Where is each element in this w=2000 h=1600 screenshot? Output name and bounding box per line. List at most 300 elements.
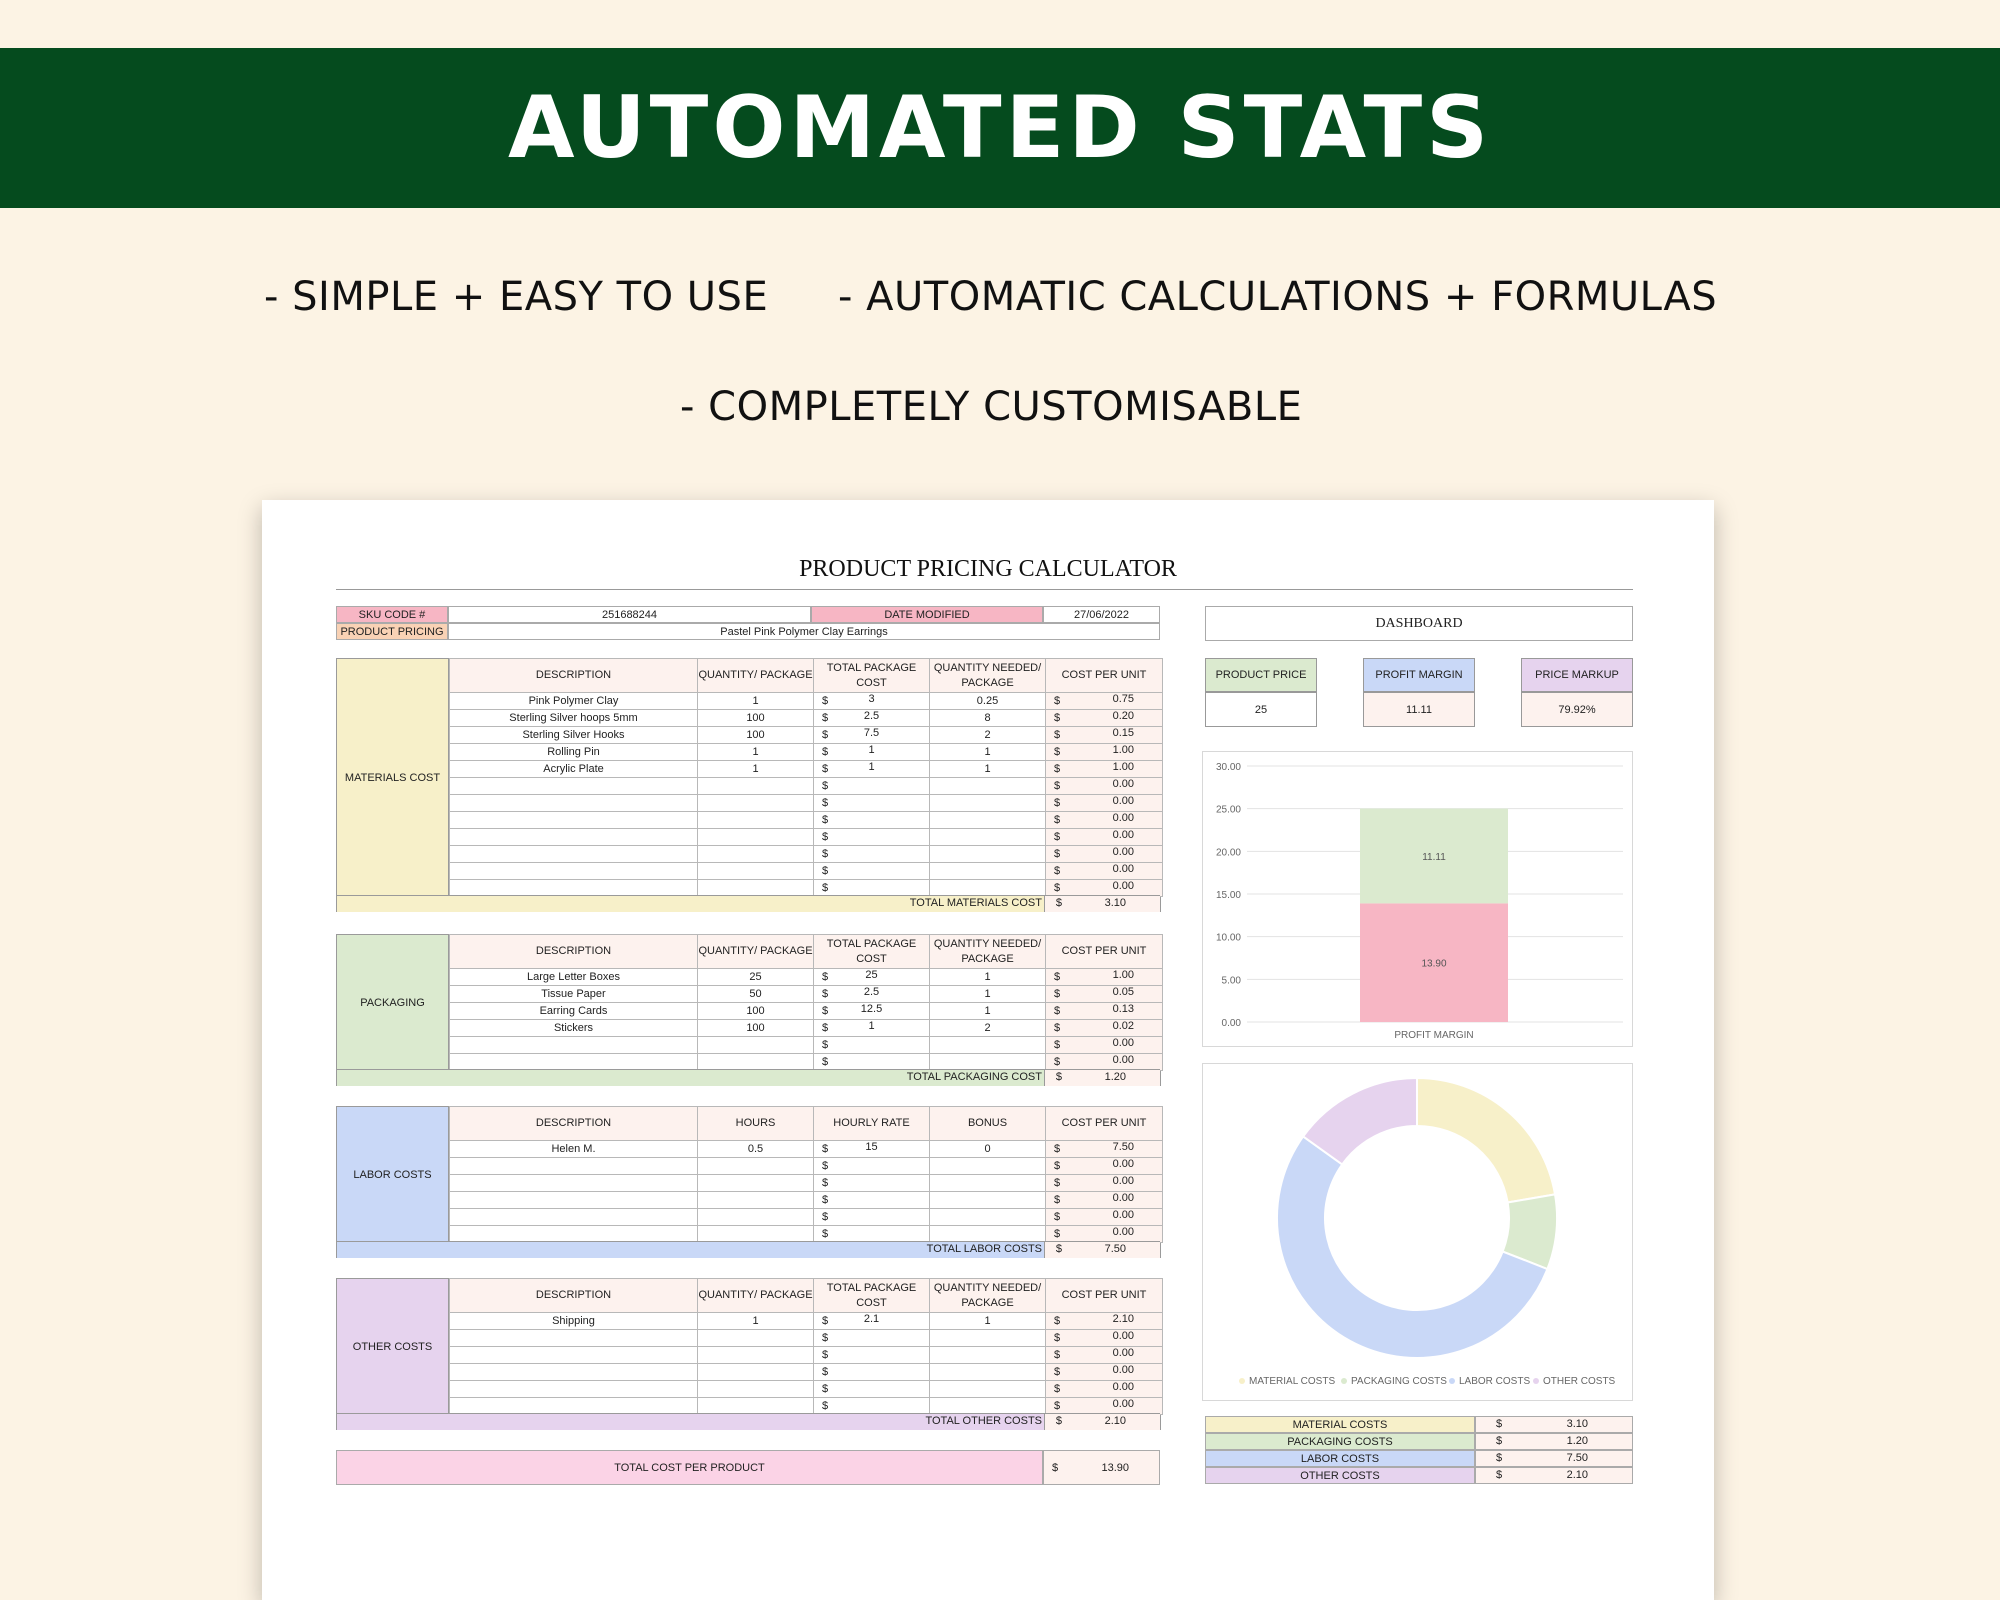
unit-cost-value: 0.00 bbox=[1112, 1226, 1134, 1238]
column-header: TOTAL PACKAGE COST bbox=[814, 1279, 930, 1313]
kpi-profit-margin-label: PROFIT MARGIN bbox=[1363, 658, 1475, 692]
summary-value: 1.20 bbox=[1566, 1435, 1588, 1447]
unit-cost-value: 0.00 bbox=[1112, 1209, 1134, 1221]
value-cell[interactable] bbox=[930, 1037, 1046, 1054]
table-row bbox=[450, 795, 1163, 812]
y-tick-label: 20.00 bbox=[1215, 847, 1241, 859]
currency-symbol: $ bbox=[822, 712, 829, 724]
currency-symbol: $ bbox=[1055, 1415, 1062, 1427]
unit-cost-value: 1.00 bbox=[1112, 761, 1134, 773]
value-cell[interactable] bbox=[930, 1364, 1046, 1381]
currency-cell[interactable] bbox=[814, 1175, 930, 1192]
value-cell[interactable]: 100 bbox=[698, 1003, 814, 1020]
currency-symbol: $ bbox=[1054, 729, 1061, 741]
currency-symbol: $ bbox=[822, 865, 829, 877]
currency-symbol: $ bbox=[1055, 897, 1062, 909]
column-header: DESCRIPTION bbox=[450, 659, 698, 693]
unit-cost-value: 2.10 bbox=[1112, 1313, 1134, 1325]
currency-symbol: $ bbox=[1496, 1469, 1503, 1481]
currency-symbol: $ bbox=[822, 746, 829, 758]
legend-label: OTHER COSTS bbox=[1543, 1376, 1616, 1387]
summary-value-cell bbox=[1475, 1450, 1633, 1467]
value-cell[interactable] bbox=[698, 863, 814, 880]
value-cell[interactable] bbox=[930, 880, 1046, 897]
currency-cell[interactable] bbox=[814, 1020, 930, 1037]
summary-row bbox=[1205, 1450, 1633, 1467]
sku-value[interactable]: 251688244 bbox=[448, 606, 811, 623]
currency-cell[interactable] bbox=[814, 778, 930, 795]
cost-per-unit-cell bbox=[1046, 710, 1163, 727]
value-cell[interactable] bbox=[930, 1209, 1046, 1226]
table-row bbox=[450, 1381, 1163, 1398]
currency-symbol: $ bbox=[1054, 712, 1061, 724]
value-cell[interactable] bbox=[930, 829, 1046, 846]
description-cell[interactable]: Rolling Pin bbox=[450, 744, 698, 761]
summary-label: OTHER COSTS bbox=[1205, 1467, 1475, 1484]
value-cell[interactable]: 1 bbox=[930, 1313, 1046, 1330]
summary-value: 2.10 bbox=[1566, 1469, 1588, 1481]
value-cell[interactable]: 1 bbox=[930, 761, 1046, 778]
cost-per-unit-cell bbox=[1046, 727, 1163, 744]
currency-symbol: $ bbox=[1054, 763, 1061, 775]
description-cell[interactable]: Tissue Paper bbox=[450, 986, 698, 1003]
currency-symbol: $ bbox=[822, 971, 829, 983]
currency-symbol: $ bbox=[822, 1022, 829, 1034]
summary-row bbox=[1205, 1416, 1633, 1433]
value-cell[interactable] bbox=[930, 1158, 1046, 1175]
description-cell[interactable] bbox=[450, 1330, 698, 1347]
description-cell[interactable] bbox=[450, 1364, 698, 1381]
package-cost-value: 2.5 bbox=[863, 710, 880, 722]
value-cell[interactable]: 2 bbox=[930, 1020, 1046, 1037]
value-cell[interactable] bbox=[698, 795, 814, 812]
value-cell[interactable]: 1 bbox=[698, 693, 814, 710]
currency-symbol: $ bbox=[822, 1366, 829, 1378]
cost-per-unit-cell bbox=[1046, 693, 1163, 710]
grand-total-label: TOTAL COST PER PRODUCT bbox=[336, 1450, 1043, 1485]
total-divider bbox=[1044, 896, 1045, 912]
value-cell[interactable] bbox=[930, 863, 1046, 880]
value-cell[interactable] bbox=[930, 1381, 1046, 1398]
currency-cell[interactable] bbox=[814, 1347, 930, 1364]
currency-symbol: $ bbox=[1054, 831, 1061, 843]
currency-symbol: $ bbox=[1054, 1056, 1061, 1068]
cost-per-unit-cell bbox=[1046, 863, 1163, 880]
currency-cell[interactable] bbox=[814, 1381, 930, 1398]
unit-cost-value: 0.00 bbox=[1112, 863, 1134, 875]
legend-item bbox=[1449, 1376, 1530, 1387]
currency-symbol: $ bbox=[822, 1143, 829, 1155]
package-cost-value: 2.1 bbox=[863, 1313, 880, 1325]
currency-symbol: $ bbox=[822, 1056, 829, 1068]
value-cell[interactable] bbox=[698, 846, 814, 863]
value-cell[interactable] bbox=[930, 778, 1046, 795]
value-cell[interactable] bbox=[930, 1192, 1046, 1209]
summary-label: MATERIAL COSTS bbox=[1205, 1416, 1475, 1433]
description-cell[interactable] bbox=[450, 829, 698, 846]
package-cost-value: 1 bbox=[868, 761, 875, 773]
summary-label: LABOR COSTS bbox=[1205, 1450, 1475, 1467]
table-row bbox=[450, 1003, 1163, 1020]
section-total-value: 1.20 bbox=[1104, 1071, 1126, 1083]
value-cell[interactable] bbox=[930, 1226, 1046, 1243]
description-cell[interactable] bbox=[450, 846, 698, 863]
cost-per-unit-cell bbox=[1046, 1175, 1163, 1192]
cost-per-unit-cell bbox=[1046, 986, 1163, 1003]
currency-cell[interactable] bbox=[814, 761, 930, 778]
value-cell[interactable] bbox=[698, 1226, 814, 1243]
value-cell[interactable] bbox=[930, 846, 1046, 863]
value-cell[interactable]: 1 bbox=[930, 969, 1046, 986]
value-cell[interactable] bbox=[930, 1054, 1046, 1071]
unit-cost-value: 0.02 bbox=[1112, 1020, 1134, 1032]
package-cost-value: 12.5 bbox=[860, 1003, 883, 1015]
dashboard-title: DASHBOARD bbox=[1205, 606, 1633, 641]
currency-cell[interactable] bbox=[814, 1364, 930, 1381]
value-cell[interactable] bbox=[930, 795, 1046, 812]
cost-summary-table bbox=[1205, 1416, 1633, 1484]
package-cost-value: 3 bbox=[868, 693, 875, 705]
value-cell[interactable] bbox=[698, 812, 814, 829]
value-cell[interactable]: 1 bbox=[698, 1313, 814, 1330]
column-header: COST PER UNIT bbox=[1046, 1107, 1163, 1141]
description-cell[interactable]: Sterling Silver Hooks bbox=[450, 727, 698, 744]
currency-cell[interactable] bbox=[814, 693, 930, 710]
kpi-product-price-value: 25 bbox=[1205, 692, 1317, 727]
unit-cost-value: 0.00 bbox=[1112, 846, 1134, 858]
grand-total-cell bbox=[1043, 1450, 1160, 1485]
section-other-costs bbox=[336, 1278, 1161, 1430]
legend-label: MATERIAL COSTS bbox=[1249, 1376, 1336, 1387]
currency-symbol: $ bbox=[1054, 1400, 1061, 1412]
description-cell[interactable]: Acrylic Plate bbox=[450, 761, 698, 778]
currency-symbol: $ bbox=[1054, 865, 1061, 877]
currency-symbol: $ bbox=[822, 848, 829, 860]
unit-cost-value: 0.00 bbox=[1112, 1054, 1134, 1066]
description-cell[interactable]: Helen M. bbox=[450, 1141, 698, 1158]
section-table bbox=[449, 934, 1163, 1071]
currency-symbol: $ bbox=[1054, 1332, 1061, 1344]
cost-per-unit-cell bbox=[1046, 1226, 1163, 1243]
description-cell[interactable]: Stickers bbox=[450, 1020, 698, 1037]
cost-per-unit-cell bbox=[1046, 1003, 1163, 1020]
currency-cell[interactable] bbox=[814, 1141, 930, 1158]
currency-symbol: $ bbox=[822, 1211, 829, 1223]
currency-cell[interactable] bbox=[814, 812, 930, 829]
table-row bbox=[450, 693, 1163, 710]
y-tick-label: 15.00 bbox=[1215, 890, 1241, 901]
cost-per-unit-cell bbox=[1046, 969, 1163, 986]
description-cell[interactable] bbox=[450, 812, 698, 829]
section-total-value: 7.50 bbox=[1104, 1243, 1126, 1255]
currency-symbol: $ bbox=[822, 729, 829, 741]
unit-cost-value: 0.00 bbox=[1112, 1192, 1134, 1204]
currency-cell[interactable] bbox=[814, 1313, 930, 1330]
currency-symbol: $ bbox=[1055, 1071, 1062, 1083]
currency-cell[interactable] bbox=[814, 1054, 930, 1071]
description-cell[interactable] bbox=[450, 1054, 698, 1071]
section-label: LABOR COSTS bbox=[337, 1107, 449, 1242]
currency-cell[interactable] bbox=[814, 1226, 930, 1243]
table-row bbox=[450, 1175, 1163, 1192]
cost-per-unit-cell bbox=[1046, 1347, 1163, 1364]
currency-symbol: $ bbox=[1054, 848, 1061, 860]
legend-swatch bbox=[1533, 1378, 1539, 1384]
feature-customisable: - COMPLETELY CUSTOMISABLE bbox=[680, 384, 1303, 430]
package-cost-value: 2.5 bbox=[863, 986, 880, 998]
column-header: HOURLY RATE bbox=[814, 1107, 930, 1141]
feature-simple: - SIMPLE + EASY TO USE bbox=[264, 274, 769, 320]
value-cell[interactable] bbox=[698, 1054, 814, 1071]
package-cost-value: 7.5 bbox=[863, 727, 880, 739]
column-header: QUANTITY/ PACKAGE bbox=[698, 1279, 814, 1313]
currency-symbol: $ bbox=[822, 763, 829, 775]
table-row bbox=[450, 880, 1163, 897]
description-cell[interactable]: Shipping bbox=[450, 1313, 698, 1330]
value-cell[interactable] bbox=[698, 1175, 814, 1192]
legend-label: LABOR COSTS bbox=[1459, 1376, 1531, 1387]
cost-per-unit-cell bbox=[1046, 744, 1163, 761]
column-header: QUANTITY NEEDED/ PACKAGE bbox=[930, 935, 1046, 969]
value-cell[interactable] bbox=[698, 1364, 814, 1381]
package-cost-value: 1 bbox=[868, 744, 875, 756]
description-cell[interactable] bbox=[450, 1209, 698, 1226]
bar-data-label: 13.90 bbox=[1421, 958, 1447, 970]
description-cell[interactable]: Large Letter Boxes bbox=[450, 969, 698, 986]
description-cell[interactable] bbox=[450, 778, 698, 795]
description-cell[interactable] bbox=[450, 1037, 698, 1054]
column-header: QUANTITY NEEDED/ PACKAGE bbox=[930, 659, 1046, 693]
total-divider bbox=[1044, 1414, 1045, 1430]
value-cell[interactable]: 0 bbox=[930, 1141, 1046, 1158]
cost-per-unit-cell bbox=[1046, 846, 1163, 863]
unit-cost-value: 0.00 bbox=[1112, 1330, 1134, 1342]
value-cell[interactable]: 50 bbox=[698, 986, 814, 1003]
kpi-price-markup-value: 79.92% bbox=[1521, 692, 1633, 727]
value-cell[interactable]: 25 bbox=[698, 969, 814, 986]
sku-label: SKU CODE # bbox=[336, 606, 448, 623]
column-header: TOTAL PACKAGE COST bbox=[814, 659, 930, 693]
legend-item bbox=[1341, 1376, 1447, 1387]
value-cell[interactable]: 1 bbox=[698, 761, 814, 778]
currency-cell[interactable] bbox=[814, 863, 930, 880]
description-cell[interactable]: Pink Polymer Clay bbox=[450, 693, 698, 710]
currency-cell[interactable] bbox=[814, 1003, 930, 1020]
kpi-profit-margin-value: 11.11 bbox=[1363, 692, 1475, 727]
description-cell[interactable] bbox=[450, 1158, 698, 1175]
currency-cell[interactable] bbox=[814, 1158, 930, 1175]
value-cell[interactable] bbox=[698, 1209, 814, 1226]
y-tick-label: 0.00 bbox=[1221, 1018, 1241, 1029]
value-cell[interactable]: 8 bbox=[930, 710, 1046, 727]
table-row bbox=[450, 1398, 1163, 1415]
description-cell[interactable] bbox=[450, 795, 698, 812]
currency-cell[interactable] bbox=[814, 1037, 930, 1054]
currency-symbol: $ bbox=[822, 780, 829, 792]
column-header: TOTAL PACKAGE COST bbox=[814, 935, 930, 969]
cost-per-unit-cell bbox=[1046, 1158, 1163, 1175]
table-row bbox=[450, 1364, 1163, 1381]
value-cell[interactable] bbox=[930, 1347, 1046, 1364]
value-cell[interactable] bbox=[698, 778, 814, 795]
value-cell[interactable] bbox=[698, 829, 814, 846]
cost-per-unit-cell bbox=[1046, 1364, 1163, 1381]
currency-cell[interactable] bbox=[814, 795, 930, 812]
cost-breakdown-chart-svg bbox=[1203, 1064, 1632, 1364]
currency-cell[interactable] bbox=[814, 829, 930, 846]
description-cell[interactable] bbox=[450, 1381, 698, 1398]
cost-per-unit-cell bbox=[1046, 880, 1163, 897]
description-cell[interactable]: Earring Cards bbox=[450, 1003, 698, 1020]
cost-per-unit-cell bbox=[1046, 829, 1163, 846]
table-row bbox=[450, 1347, 1163, 1364]
value-cell[interactable] bbox=[930, 1330, 1046, 1347]
description-cell[interactable]: Sterling Silver hoops 5mm bbox=[450, 710, 698, 727]
currency-symbol: $ bbox=[1496, 1452, 1503, 1464]
currency-cell[interactable] bbox=[814, 969, 930, 986]
section-table bbox=[449, 1278, 1163, 1415]
description-cell[interactable] bbox=[450, 1192, 698, 1209]
value-cell[interactable] bbox=[698, 880, 814, 897]
unit-cost-value: 0.00 bbox=[1112, 829, 1134, 841]
section-total-label: TOTAL MATERIALS COST bbox=[909, 897, 1042, 909]
currency-symbol: $ bbox=[822, 814, 829, 826]
summary-value: 7.50 bbox=[1566, 1452, 1588, 1464]
unit-cost-value: 0.00 bbox=[1112, 1347, 1134, 1359]
currency-symbol: $ bbox=[1055, 1243, 1062, 1255]
cost-per-unit-cell bbox=[1046, 1209, 1163, 1226]
pricing-value[interactable]: Pastel Pink Polymer Clay Earrings bbox=[448, 623, 1160, 640]
description-cell[interactable] bbox=[450, 880, 698, 897]
unit-cost-value: 0.00 bbox=[1112, 1158, 1134, 1170]
unit-cost-value: 7.50 bbox=[1112, 1141, 1134, 1153]
currency-cell[interactable] bbox=[814, 986, 930, 1003]
value-cell[interactable] bbox=[698, 1347, 814, 1364]
table-row bbox=[450, 846, 1163, 863]
currency-cell[interactable] bbox=[814, 1398, 930, 1415]
currency-symbol: $ bbox=[822, 1194, 829, 1206]
unit-cost-value: 0.00 bbox=[1112, 812, 1134, 824]
table-row bbox=[450, 744, 1163, 761]
unit-cost-value: 0.13 bbox=[1112, 1003, 1134, 1015]
currency-cell[interactable] bbox=[814, 744, 930, 761]
currency-symbol: $ bbox=[822, 797, 829, 809]
currency-symbol: $ bbox=[1054, 1039, 1061, 1051]
cost-per-unit-cell bbox=[1046, 1141, 1163, 1158]
value-cell[interactable]: 100 bbox=[698, 710, 814, 727]
value-cell[interactable] bbox=[698, 1037, 814, 1054]
package-cost-value: 1 bbox=[868, 1020, 875, 1032]
currency-cell[interactable] bbox=[814, 880, 930, 897]
currency-cell[interactable] bbox=[814, 1192, 930, 1209]
value-cell[interactable] bbox=[698, 1192, 814, 1209]
column-header: HOURS bbox=[698, 1107, 814, 1141]
currency-cell[interactable] bbox=[814, 846, 930, 863]
column-header: DESCRIPTION bbox=[450, 1107, 698, 1141]
currency-symbol: $ bbox=[1054, 1194, 1061, 1206]
currency-symbol: $ bbox=[822, 1332, 829, 1344]
currency-cell[interactable] bbox=[814, 710, 930, 727]
column-header: DESCRIPTION bbox=[450, 1279, 698, 1313]
section-total-row bbox=[337, 1069, 1160, 1086]
section-total-row bbox=[337, 895, 1160, 912]
table-row bbox=[450, 1141, 1163, 1158]
y-tick-label: 25.00 bbox=[1215, 804, 1241, 816]
description-cell[interactable] bbox=[450, 1347, 698, 1364]
section-materials-cost bbox=[336, 658, 1161, 912]
cost-per-unit-cell bbox=[1046, 1313, 1163, 1330]
value-cell[interactable]: 1 bbox=[698, 744, 814, 761]
currency-symbol: $ bbox=[1054, 1143, 1061, 1155]
value-cell[interactable] bbox=[698, 1158, 814, 1175]
unit-cost-value: 0.75 bbox=[1112, 693, 1134, 705]
unit-cost-value: 0.15 bbox=[1112, 727, 1134, 739]
summary-value: 3.10 bbox=[1566, 1418, 1588, 1430]
cost-per-unit-cell bbox=[1046, 778, 1163, 795]
section-total-label: TOTAL OTHER COSTS bbox=[925, 1415, 1042, 1427]
cost-per-unit-cell bbox=[1046, 1020, 1163, 1037]
unit-cost-value: 0.05 bbox=[1112, 986, 1134, 998]
kpi-product-price-label: PRODUCT PRICE bbox=[1205, 658, 1317, 692]
date-value[interactable]: 27/06/2022 bbox=[1043, 606, 1160, 623]
table-row bbox=[450, 1313, 1163, 1330]
table-row bbox=[450, 1037, 1163, 1054]
description-cell[interactable] bbox=[450, 1226, 698, 1243]
value-cell[interactable]: 1 bbox=[930, 986, 1046, 1003]
section-total-row bbox=[337, 1241, 1160, 1258]
value-cell[interactable] bbox=[698, 1381, 814, 1398]
y-tick-label: 5.00 bbox=[1221, 975, 1241, 987]
unit-cost-value: 1.00 bbox=[1112, 744, 1134, 756]
currency-cell[interactable] bbox=[814, 1209, 930, 1226]
value-cell[interactable] bbox=[930, 812, 1046, 829]
value-cell[interactable]: 2 bbox=[930, 727, 1046, 744]
table-row bbox=[450, 1209, 1163, 1226]
value-cell[interactable]: 0.25 bbox=[930, 693, 1046, 710]
pricing-label: PRODUCT PRICING bbox=[336, 623, 448, 640]
value-cell[interactable]: 100 bbox=[698, 727, 814, 744]
value-cell[interactable] bbox=[698, 1330, 814, 1347]
value-cell[interactable] bbox=[698, 1398, 814, 1415]
value-cell[interactable]: 1 bbox=[930, 1003, 1046, 1020]
unit-cost-value: 0.00 bbox=[1112, 778, 1134, 790]
description-cell[interactable] bbox=[450, 863, 698, 880]
legend-swatch bbox=[1449, 1378, 1455, 1384]
section-table bbox=[449, 1106, 1163, 1243]
value-cell[interactable]: 100 bbox=[698, 1020, 814, 1037]
total-divider bbox=[1044, 1242, 1045, 1258]
currency-symbol: $ bbox=[822, 1400, 829, 1412]
currency-cell[interactable] bbox=[814, 1330, 930, 1347]
profit-margin-chart-svg bbox=[1203, 752, 1632, 1046]
description-cell[interactable] bbox=[450, 1398, 698, 1415]
description-cell[interactable] bbox=[450, 1175, 698, 1192]
value-cell[interactable] bbox=[930, 1175, 1046, 1192]
value-cell[interactable] bbox=[930, 1398, 1046, 1415]
section-label: OTHER COSTS bbox=[337, 1279, 449, 1414]
section-total-label: TOTAL PACKAGING COST bbox=[906, 1071, 1042, 1083]
currency-symbol: $ bbox=[1054, 746, 1061, 758]
currency-symbol: $ bbox=[822, 1160, 829, 1172]
currency-symbol: $ bbox=[1054, 1160, 1061, 1172]
currency-cell[interactable] bbox=[814, 727, 930, 744]
value-cell[interactable]: 0.5 bbox=[698, 1141, 814, 1158]
cost-per-unit-cell bbox=[1046, 1330, 1163, 1347]
table-row bbox=[450, 1226, 1163, 1243]
unit-cost-value: 1.00 bbox=[1112, 969, 1134, 981]
value-cell[interactable]: 1 bbox=[930, 744, 1046, 761]
section-total-value: 3.10 bbox=[1104, 897, 1126, 909]
